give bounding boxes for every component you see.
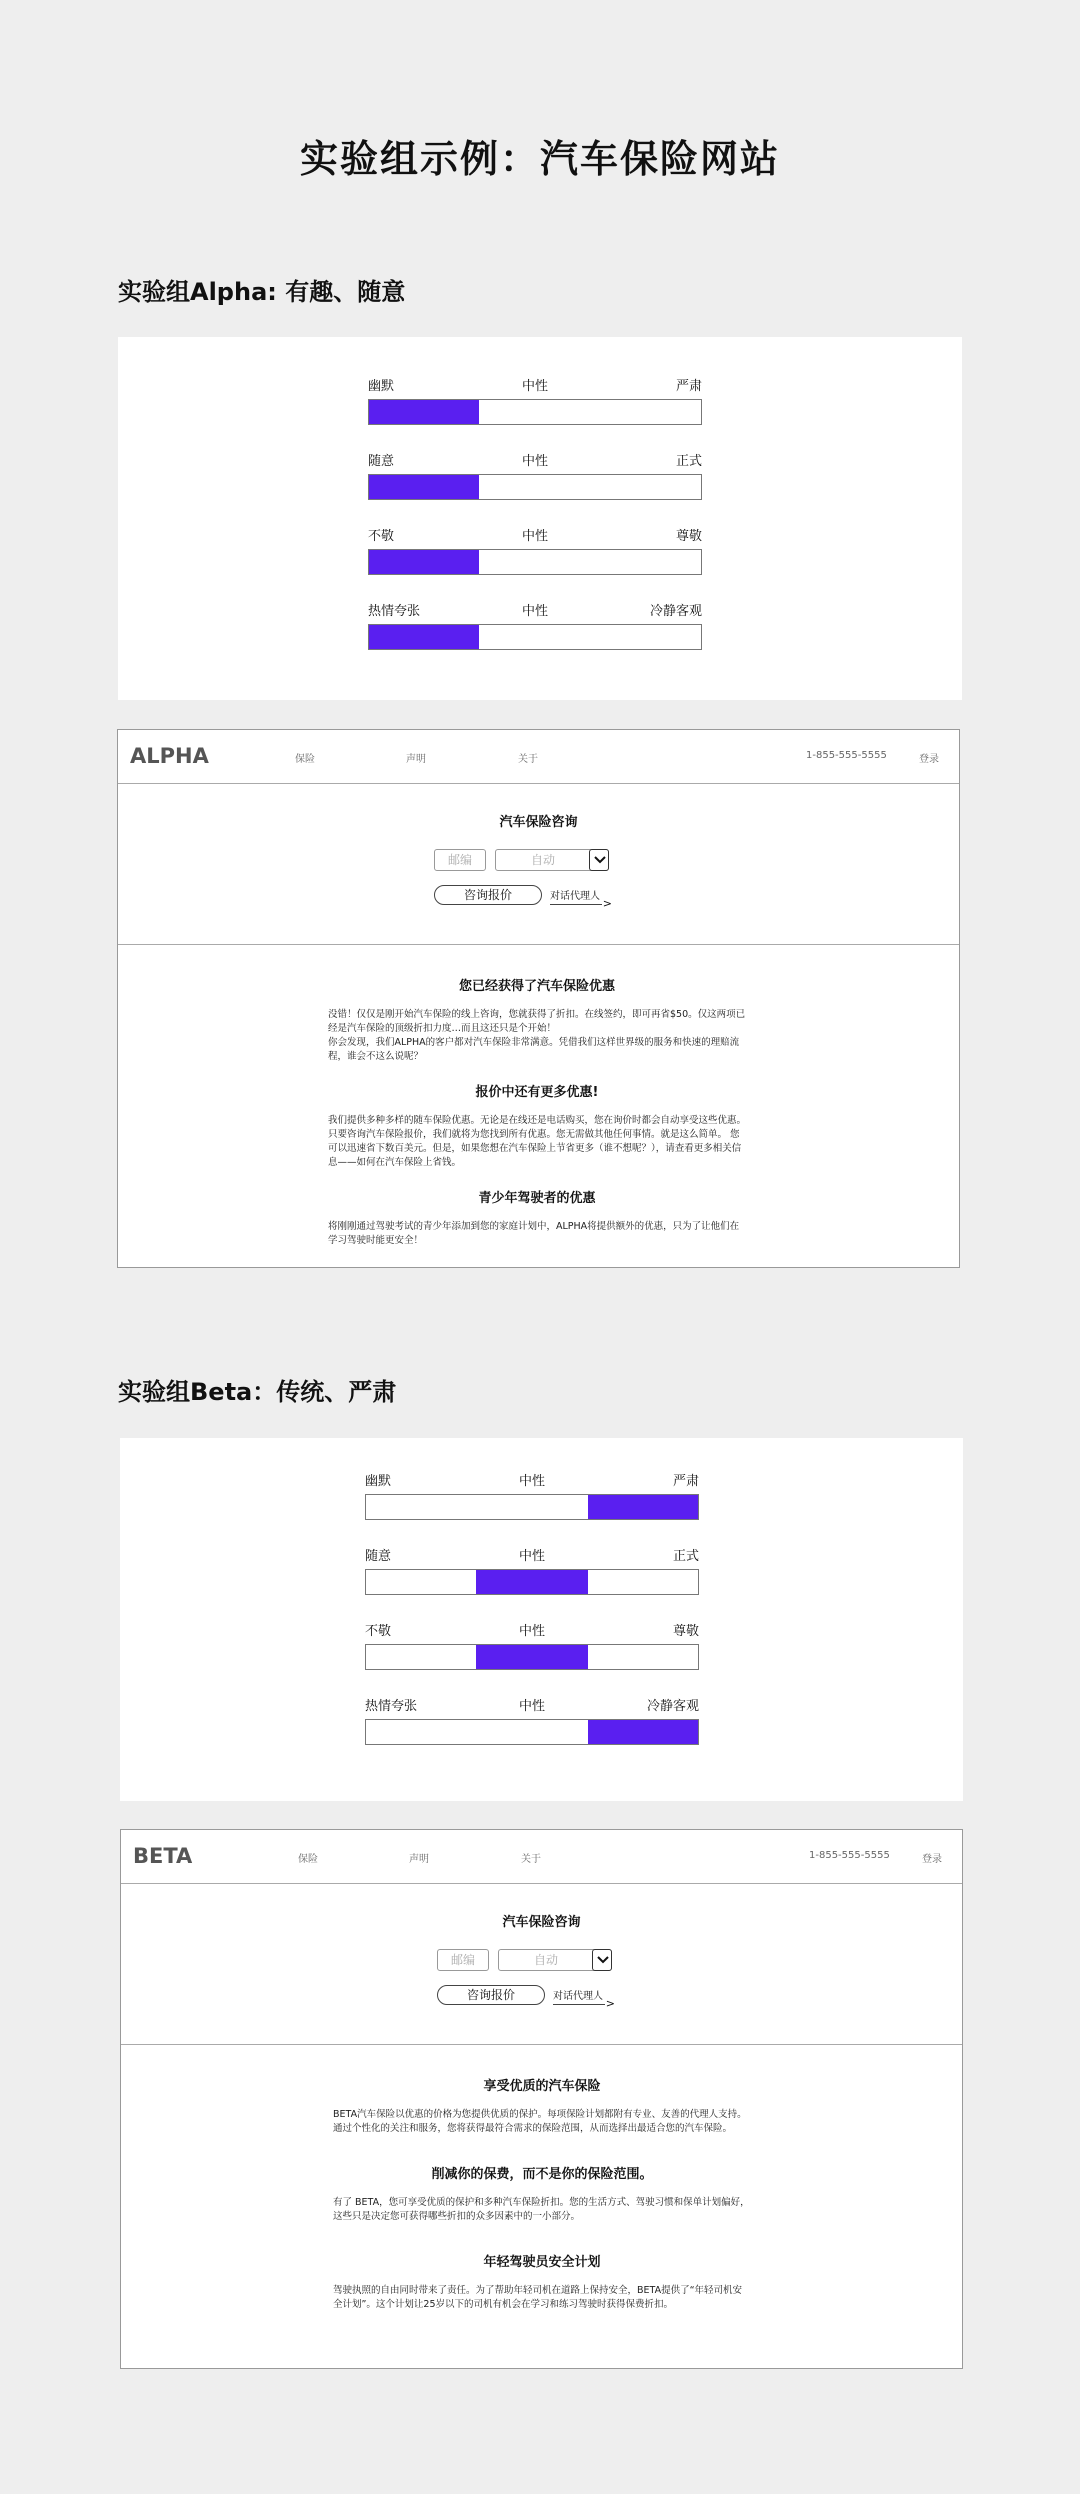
content-text: BETA汽车保险以优惠的价格为您提供优质的保护。每项保险计划都附有专业、友善的代理人支持。通过个性化的关注和服务，您将获得最符合需求的保险范围，从而选择出最适合您的汽车保险。 <box>333 2109 747 2134</box>
slider-fill <box>369 550 479 574</box>
slider-mid-label: 中性 <box>518 1549 546 1564</box>
slider-fill <box>369 625 479 649</box>
quote-title: 汽车保险咨询 <box>499 815 578 830</box>
content-heading: 青少年驾驶者的优惠 <box>478 1191 596 1206</box>
auto-select-value: 自动 <box>530 853 555 867</box>
login-link[interactable]: 登录 <box>922 1854 942 1865</box>
slider-fill <box>476 1570 589 1594</box>
slider-left-label: 幽默 <box>368 379 395 394</box>
arrow-right-icon: > <box>602 897 612 910</box>
beta-slider-humor <box>365 1470 699 1520</box>
slider-left-label: 不敬 <box>368 529 395 544</box>
alpha-group-title: 实验组Alpha: 有趣、随意 <box>118 278 406 306</box>
agent-link[interactable] <box>550 887 612 910</box>
slider-right-label: 严肃 <box>675 379 702 394</box>
slider-right-label: 严肃 <box>672 1474 699 1489</box>
slider-left-label: 幽默 <box>365 1474 392 1489</box>
login-link[interactable]: 登录 <box>919 754 939 765</box>
slider-left-label: 热情夸张 <box>365 1699 418 1714</box>
slider-left-label: 热情夸张 <box>368 604 421 619</box>
content-block <box>333 2163 751 2224</box>
slider-bar <box>365 1494 699 1520</box>
slider-right-label: 尊敬 <box>672 1624 699 1639</box>
slider-left-label: 随意 <box>368 454 395 469</box>
slider-bar <box>368 399 702 425</box>
slider-right-label: 尊敬 <box>675 529 702 544</box>
phone-number[interactable]: 1-855-555-5555 <box>806 750 887 761</box>
slider-mid-label: 中性 <box>521 379 549 394</box>
content-block <box>333 2075 751 2136</box>
site-nav <box>118 730 959 784</box>
zip-input[interactable]: 邮编 <box>437 1949 489 1971</box>
slider-fill <box>369 475 479 499</box>
content-block <box>328 1187 746 1248</box>
slider-bar <box>365 1644 699 1670</box>
content-heading: 您已经获得了汽车保险优惠 <box>458 979 615 994</box>
slider-left-label: 不敬 <box>365 1624 392 1639</box>
content-block <box>328 975 746 1064</box>
phone-number[interactable]: 1-855-555-5555 <box>809 1850 890 1861</box>
slider-mid-label: 中性 <box>521 604 549 619</box>
nav-link-insurance[interactable]: 保险 <box>295 754 315 765</box>
slider-left-label: 随意 <box>365 1549 392 1564</box>
beta-slider-enthusiasm <box>365 1695 699 1745</box>
slider-mid-label: 中性 <box>518 1474 546 1489</box>
quote-button[interactable]: 咨询报价 <box>437 1985 545 2005</box>
content-block <box>333 2251 751 2312</box>
content-block <box>328 1081 746 1170</box>
content-heading: 削减你的保费，而不是你的保险范围。 <box>431 2167 653 2182</box>
alpha-tone-card <box>118 337 962 700</box>
slider-fill <box>369 400 479 424</box>
slider-mid-label: 中性 <box>521 454 549 469</box>
slider-bar <box>365 1719 699 1745</box>
slider-fill <box>476 1645 589 1669</box>
alpha-slider-casual <box>368 450 702 500</box>
content-text: 有了 BETA，您可享受优质的保护和多种汽车保险折扣。您的生活方式、驾驶习惯和保单计划偏好，这些只是决定您可获得哪些折扣的众多因素中的一小部分。 <box>333 2197 750 2222</box>
slider-bar <box>365 1569 699 1595</box>
content-text: 将刚刚通过驾驶考试的青少年添加到您的家庭计划中，ALPHA将提供额外的优惠，只为了让他们在学习驾驶时能更安全！ <box>328 1221 740 1246</box>
quote-title: 汽车保险咨询 <box>502 1915 581 1930</box>
agent-link[interactable] <box>553 1987 615 2010</box>
alpha-slider-enthusiasm <box>368 600 702 650</box>
slider-right-label: 冷静客观 <box>646 1699 699 1714</box>
site-logo[interactable]: BETA <box>133 1844 193 1868</box>
quote-button[interactable]: 咨询报价 <box>434 885 542 905</box>
slider-mid-label: 中性 <box>518 1624 546 1639</box>
arrow-right-icon: > <box>605 1997 615 2010</box>
chevron-down-icon[interactable] <box>589 849 609 871</box>
slider-right-label: 冷静客观 <box>649 604 702 619</box>
slider-fill <box>588 1495 698 1519</box>
beta-group-title: 实验组Beta：传统、严肃 <box>118 1378 397 1406</box>
content-heading: 享受优质的汽车保险 <box>483 2079 601 2094</box>
auto-select[interactable] <box>498 1949 612 1971</box>
slider-right-label: 正式 <box>672 1549 699 1564</box>
slider-mid-label: 中性 <box>521 529 549 544</box>
content-text: 我们提供多种多样的随车保险优惠。无论是在线还是电话购买，您在询价时都会自动享受这些优惠。只要咨询汽车保险报价，我们就将为您找到所有优惠。您无需做其他任何事情。就是这么简单。 您可以迅速省下数百美元。但是，如果您想在汽车保险上节省更多（谁不想呢？），请查看更多相关信息——如何在汽车保险上省钱。 <box>328 1115 747 1168</box>
nav-link-insurance[interactable]: 保险 <box>298 1854 318 1865</box>
content-text: 没错！仅仅是刚开始汽车保险的线上咨询，您就获得了折扣。在线签约，即可再省$50。仅这两项已经是汽车保险的顶级折扣力度…而且这还只是个开始！ 你会发现，我们ALPHA的客户都对汽车保险非常满意。凭借我们这样世界级的服务和快速的理赔流程，谁会不这么说呢？ <box>328 1009 746 1062</box>
chevron-down-icon[interactable] <box>592 1949 612 1971</box>
slider-right-label: 正式 <box>675 454 702 469</box>
auto-select-value: 自动 <box>533 1953 558 1967</box>
site-logo[interactable]: ALPHA <box>130 744 209 768</box>
beta-slider-respect <box>365 1620 699 1670</box>
auto-select[interactable] <box>495 849 609 871</box>
agent-link-label: 对话代理人 <box>550 891 600 902</box>
nav-link-about[interactable]: 关于 <box>521 1854 541 1865</box>
content-text: 驾驶执照的自由同时带来了责任。为了帮助年轻司机在道路上保持安全，BETA提供了“年轻司机安全计划”。这个计划让25岁以下的司机有机会在学习和练习驾驶时获得保费折扣。 <box>333 2285 743 2310</box>
quote-section <box>121 1884 962 2045</box>
content-heading: 年轻驾驶员安全计划 <box>483 2255 601 2270</box>
alpha-slider-respect <box>368 525 702 575</box>
beta-tone-card <box>120 1438 963 1801</box>
nav-link-claims[interactable]: 声明 <box>406 754 426 765</box>
zip-input[interactable]: 邮编 <box>434 849 486 871</box>
agent-link-label: 对话代理人 <box>553 1991 603 2002</box>
nav-link-about[interactable]: 关于 <box>518 754 538 765</box>
slider-mid-label: 中性 <box>518 1699 546 1714</box>
site-nav <box>121 1830 962 1884</box>
slider-bar <box>368 474 702 500</box>
slider-bar <box>368 624 702 650</box>
nav-link-claims[interactable]: 声明 <box>409 1854 429 1865</box>
slider-bar <box>368 549 702 575</box>
alpha-site-mockup <box>117 729 960 1268</box>
content-heading: 报价中还有更多优惠! <box>475 1085 599 1100</box>
alpha-slider-humor <box>368 375 702 425</box>
beta-slider-casual <box>365 1545 699 1595</box>
quote-section <box>118 784 959 945</box>
slider-fill <box>588 1720 698 1744</box>
beta-site-mockup <box>120 1829 963 2369</box>
page-title: 实验组示例：汽车保险网站 <box>299 137 780 181</box>
